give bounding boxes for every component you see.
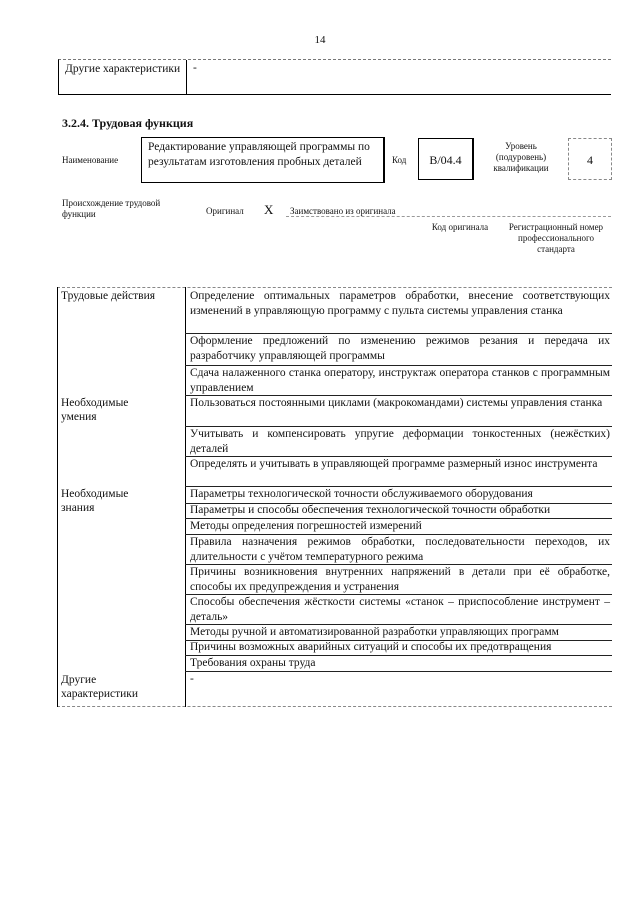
knowledge-item: Требования охраны труда bbox=[190, 657, 316, 669]
table-column-divider bbox=[185, 287, 186, 707]
skills-label: Необходимые умения bbox=[61, 397, 129, 423]
name-value: Редактирование управляющей программы по результатам изготовления пробных деталей bbox=[141, 137, 385, 183]
labor-action-item: Оформление предложений по изменению режимов резания и передача их разработчику управляющей программы bbox=[190, 335, 610, 362]
code-value: B/04.4 bbox=[418, 138, 474, 180]
level-value: 4 bbox=[568, 138, 612, 180]
other-value: - bbox=[190, 673, 194, 685]
reg-number-label: Регистрационный номер профессионального стандарта bbox=[508, 222, 604, 254]
other-label: Другие характеристики bbox=[61, 674, 139, 700]
level-label: Уровень (подуровень) квалификации bbox=[493, 141, 549, 173]
origin-label: Происхождение трудовой функции bbox=[62, 198, 161, 219]
table-left-border bbox=[57, 287, 58, 707]
page-number: 14 bbox=[314, 34, 326, 46]
knowledge-item: Причины возникновения внутренних напряжений в детали при её обработке, способы их предупреждения и устранения bbox=[190, 566, 610, 593]
code-label: Код bbox=[392, 155, 407, 165]
top-table-label: Другие характеристики bbox=[65, 63, 181, 75]
top-table-label-cell bbox=[59, 60, 187, 94]
origin-mark: X bbox=[264, 202, 274, 217]
labor-actions-label: Трудовые действия bbox=[61, 290, 156, 302]
labor-action-item: Сдача налаженного станка оператору, инструктаж оператора станков с программным управлением bbox=[190, 367, 610, 394]
section-heading: 3.2.4. Трудовая функция bbox=[62, 116, 194, 130]
origin-borrowed: Заимствовано из оригинала bbox=[290, 206, 396, 216]
knowledge-item: Способы обеспечения жёсткости системы «станок – приспособление инструмент – деталь» bbox=[190, 596, 610, 623]
knowledge-item: Параметры технологической точности обслуживаемого оборудования bbox=[190, 488, 533, 500]
knowledge-item: Параметры и способы обеспечения технологической точности обработки bbox=[190, 504, 551, 516]
code-original-label: Код оригинала bbox=[431, 222, 489, 232]
top-table bbox=[58, 59, 611, 95]
skill-item: Пользоваться постоянными циклами (макрокомандами) системы управления станка bbox=[190, 397, 603, 409]
knowledge-label: Необходимые знания bbox=[61, 488, 129, 514]
labor-action-item: Определение оптимальных параметров обработки, внесение соответствующих изменений в управляющую программу с пульта системы управления станка bbox=[190, 290, 610, 317]
skill-item: Учитывать и компенсировать упругие деформации тонкостенных (нежёстких) деталей bbox=[190, 428, 610, 455]
name-label: Наименование bbox=[62, 155, 119, 165]
table-bottom-border bbox=[57, 706, 612, 707]
origin-original: Оригинал bbox=[206, 206, 244, 216]
main-table bbox=[57, 287, 612, 707]
knowledge-item: Правила назначения режимов обработки, последовательности переходов, их длительности с учётом температурного режима bbox=[190, 536, 610, 563]
origin-divider bbox=[286, 216, 611, 217]
table-top-border bbox=[57, 287, 612, 288]
knowledge-item: Методы ручной и автоматизированной разработки управляющих программ bbox=[190, 626, 559, 638]
top-table-value: - bbox=[193, 62, 197, 74]
skill-item: Определять и учитывать в управляющей программе размерный износ инструмента bbox=[190, 458, 598, 470]
knowledge-item: Методы определения погрешностей измерений bbox=[190, 520, 422, 532]
knowledge-item: Причины возможных аварийных ситуаций и способы их предотвращения bbox=[190, 641, 552, 653]
